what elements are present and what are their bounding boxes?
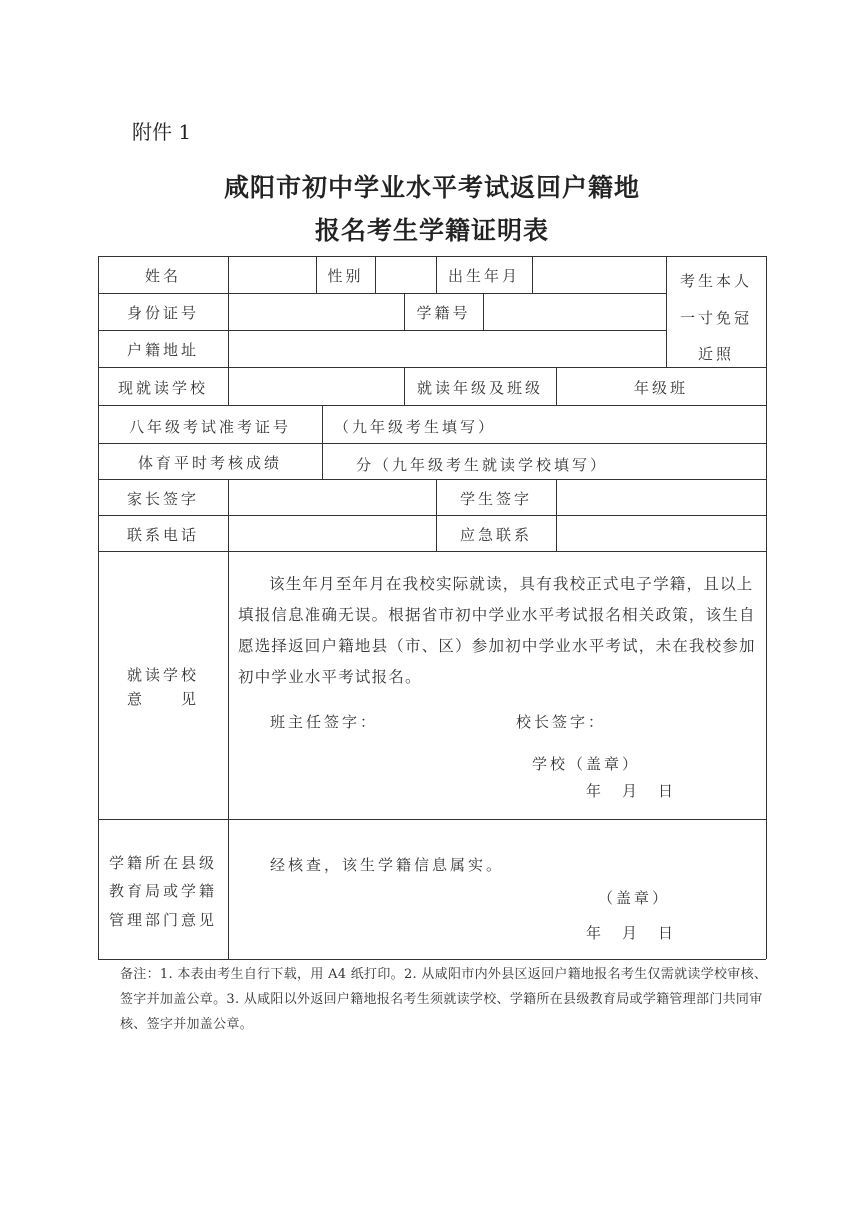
gender-label: 性别 [327, 267, 364, 285]
school-opinion-label-line-2: 意 见 [126, 690, 199, 708]
school-opinion-label-line-1: 就读学校 [126, 666, 199, 684]
school-seal: 学校（盖章） [532, 755, 641, 773]
birth-date-label: 出生年月 [447, 267, 520, 285]
school-opinion-text: 该生年月至年月在我校实际就读，具有我校正式电子学籍，且以上填报信息准确无误。根据省市初中学业水平考试报名相关政策，该生自愿选择返回户籍地县（市、区）参加初中学业水平考试，未在我校参加初中学业水平考试报名。 [238, 575, 756, 686]
grade-class-label: 就读年级及班级 [416, 379, 543, 397]
student-number-label: 学籍号 [416, 304, 471, 322]
footnote: 备注：1. 本表由考生自行下载，用 A4 纸打印。2. 从咸阳市内外县区返回户籍地报名考生仅需就读学校审核、签字并加盖公章。3. 从咸阳以外返回户籍地报名考生须就读学校、学籍所在县级教育局或学籍管理部门共同审核、签字并加盖公章。 [120, 967, 768, 1032]
county-opinion-label-line-1: 学籍所在县级 [108, 854, 217, 872]
county-seal: （盖章） [598, 889, 671, 907]
county-opinion-text: 经核查，该生学籍信息属实。 [270, 856, 505, 874]
page-title-line-1: 咸阳市初中学业水平考试返回户籍地 [223, 173, 640, 202]
page-title-line-2: 报名考生学籍证明表 [314, 216, 549, 245]
principal-signature: 校长签字： [516, 713, 607, 731]
id-number-label: 身份证号 [126, 304, 199, 322]
student-signature-label: 学生签字 [459, 490, 532, 508]
photo-hint-line-3: 近照 [697, 345, 734, 363]
contact-phone-label: 联系电话 [126, 526, 199, 544]
parent-signature-label: 家长签字 [126, 490, 199, 508]
attachment-label: 附件 1 [132, 120, 192, 144]
grade-class-value: 年级班 [633, 379, 688, 397]
school-date: 年 月 日 [586, 782, 677, 800]
current-school-label: 现就读学校 [117, 379, 208, 397]
photo-hint-line-1: 考生本人 [679, 272, 752, 290]
photo-hint-line-2: 一寸免冠 [679, 309, 752, 327]
head-teacher-signature: 班主任签字： [270, 713, 379, 731]
county-date: 年 月 日 [586, 924, 677, 942]
county-opinion-label-line-3: 管理部门意见 [108, 911, 217, 929]
pe-score-hint: 分（九年级考生就读学校填写） [356, 456, 609, 474]
emergency-contact-label: 应急联系 [459, 526, 532, 544]
exam-number-hint: （九年级考生填写） [334, 418, 497, 436]
hukou-address-label: 户籍地址 [126, 341, 199, 359]
name-label: 姓名 [144, 267, 181, 285]
pe-score-label: 体育平时考核成绩 [137, 454, 282, 472]
exam-number-label: 八年级考试准考证号 [128, 418, 291, 436]
county-opinion-label-line-2: 教育局或学籍 [108, 882, 217, 900]
